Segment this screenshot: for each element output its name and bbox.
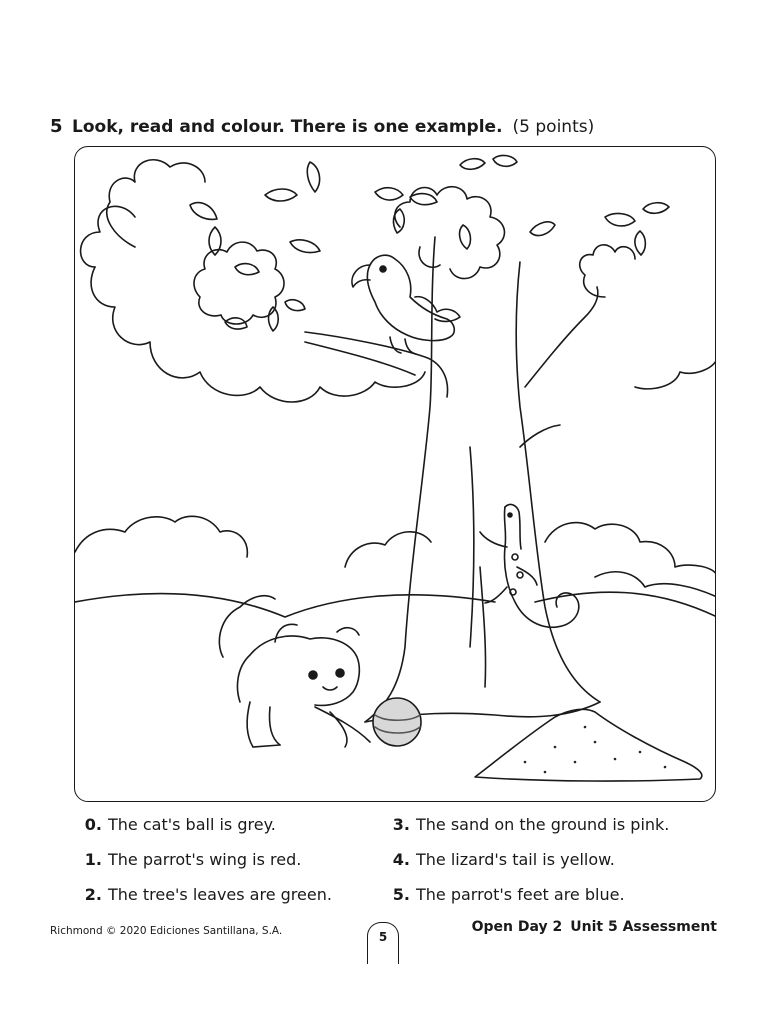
tree-leaves <box>81 155 716 402</box>
ball <box>373 698 421 746</box>
parrot <box>352 255 460 354</box>
statement-text: The parrot's feet are blue. <box>416 885 625 904</box>
statement-item <box>378 850 718 872</box>
statement-number: 1. <box>84 850 102 869</box>
colouring-picture-frame <box>74 146 716 802</box>
bushes <box>75 516 716 597</box>
exercise-heading <box>50 116 594 142</box>
cat <box>219 596 370 747</box>
statement-number: 5. <box>392 885 410 904</box>
statement-number: 0. <box>84 815 102 834</box>
exercise-points: (5 points) <box>512 117 595 137</box>
statement-number: 3. <box>392 815 410 834</box>
statement-item <box>378 815 718 837</box>
lizard <box>480 505 579 628</box>
statement-number: 4. <box>392 850 410 869</box>
statement-text: The tree's leaves are green. <box>108 885 332 904</box>
statement-item <box>70 885 378 907</box>
statement-number: 2. <box>84 885 102 904</box>
page-number: 5 <box>367 922 399 964</box>
statement-item <box>70 850 378 872</box>
footer-title <box>472 919 717 935</box>
statement-item <box>70 815 378 837</box>
statements-list <box>70 815 730 907</box>
hills <box>75 592 716 617</box>
statement-text: The lizard's tail is yellow. <box>416 850 615 869</box>
statement-text: The sand on the ground is pink. <box>416 815 670 834</box>
exercise-number: 5 <box>50 116 63 137</box>
statement-text: The cat's ball is grey. <box>108 815 276 834</box>
sand-pile <box>475 709 702 781</box>
copyright-notice: Richmond © 2020 Ediciones Santillana, S.A. <box>50 925 283 937</box>
book-title: Open Day 2 <box>471 919 563 935</box>
statement-item <box>378 885 718 907</box>
statement-text: The parrot's wing is red. <box>108 850 302 869</box>
unit-title: Unit 5 Assessment <box>570 919 717 935</box>
exercise-instruction: Look, read and colour. There is one example. <box>72 117 503 137</box>
